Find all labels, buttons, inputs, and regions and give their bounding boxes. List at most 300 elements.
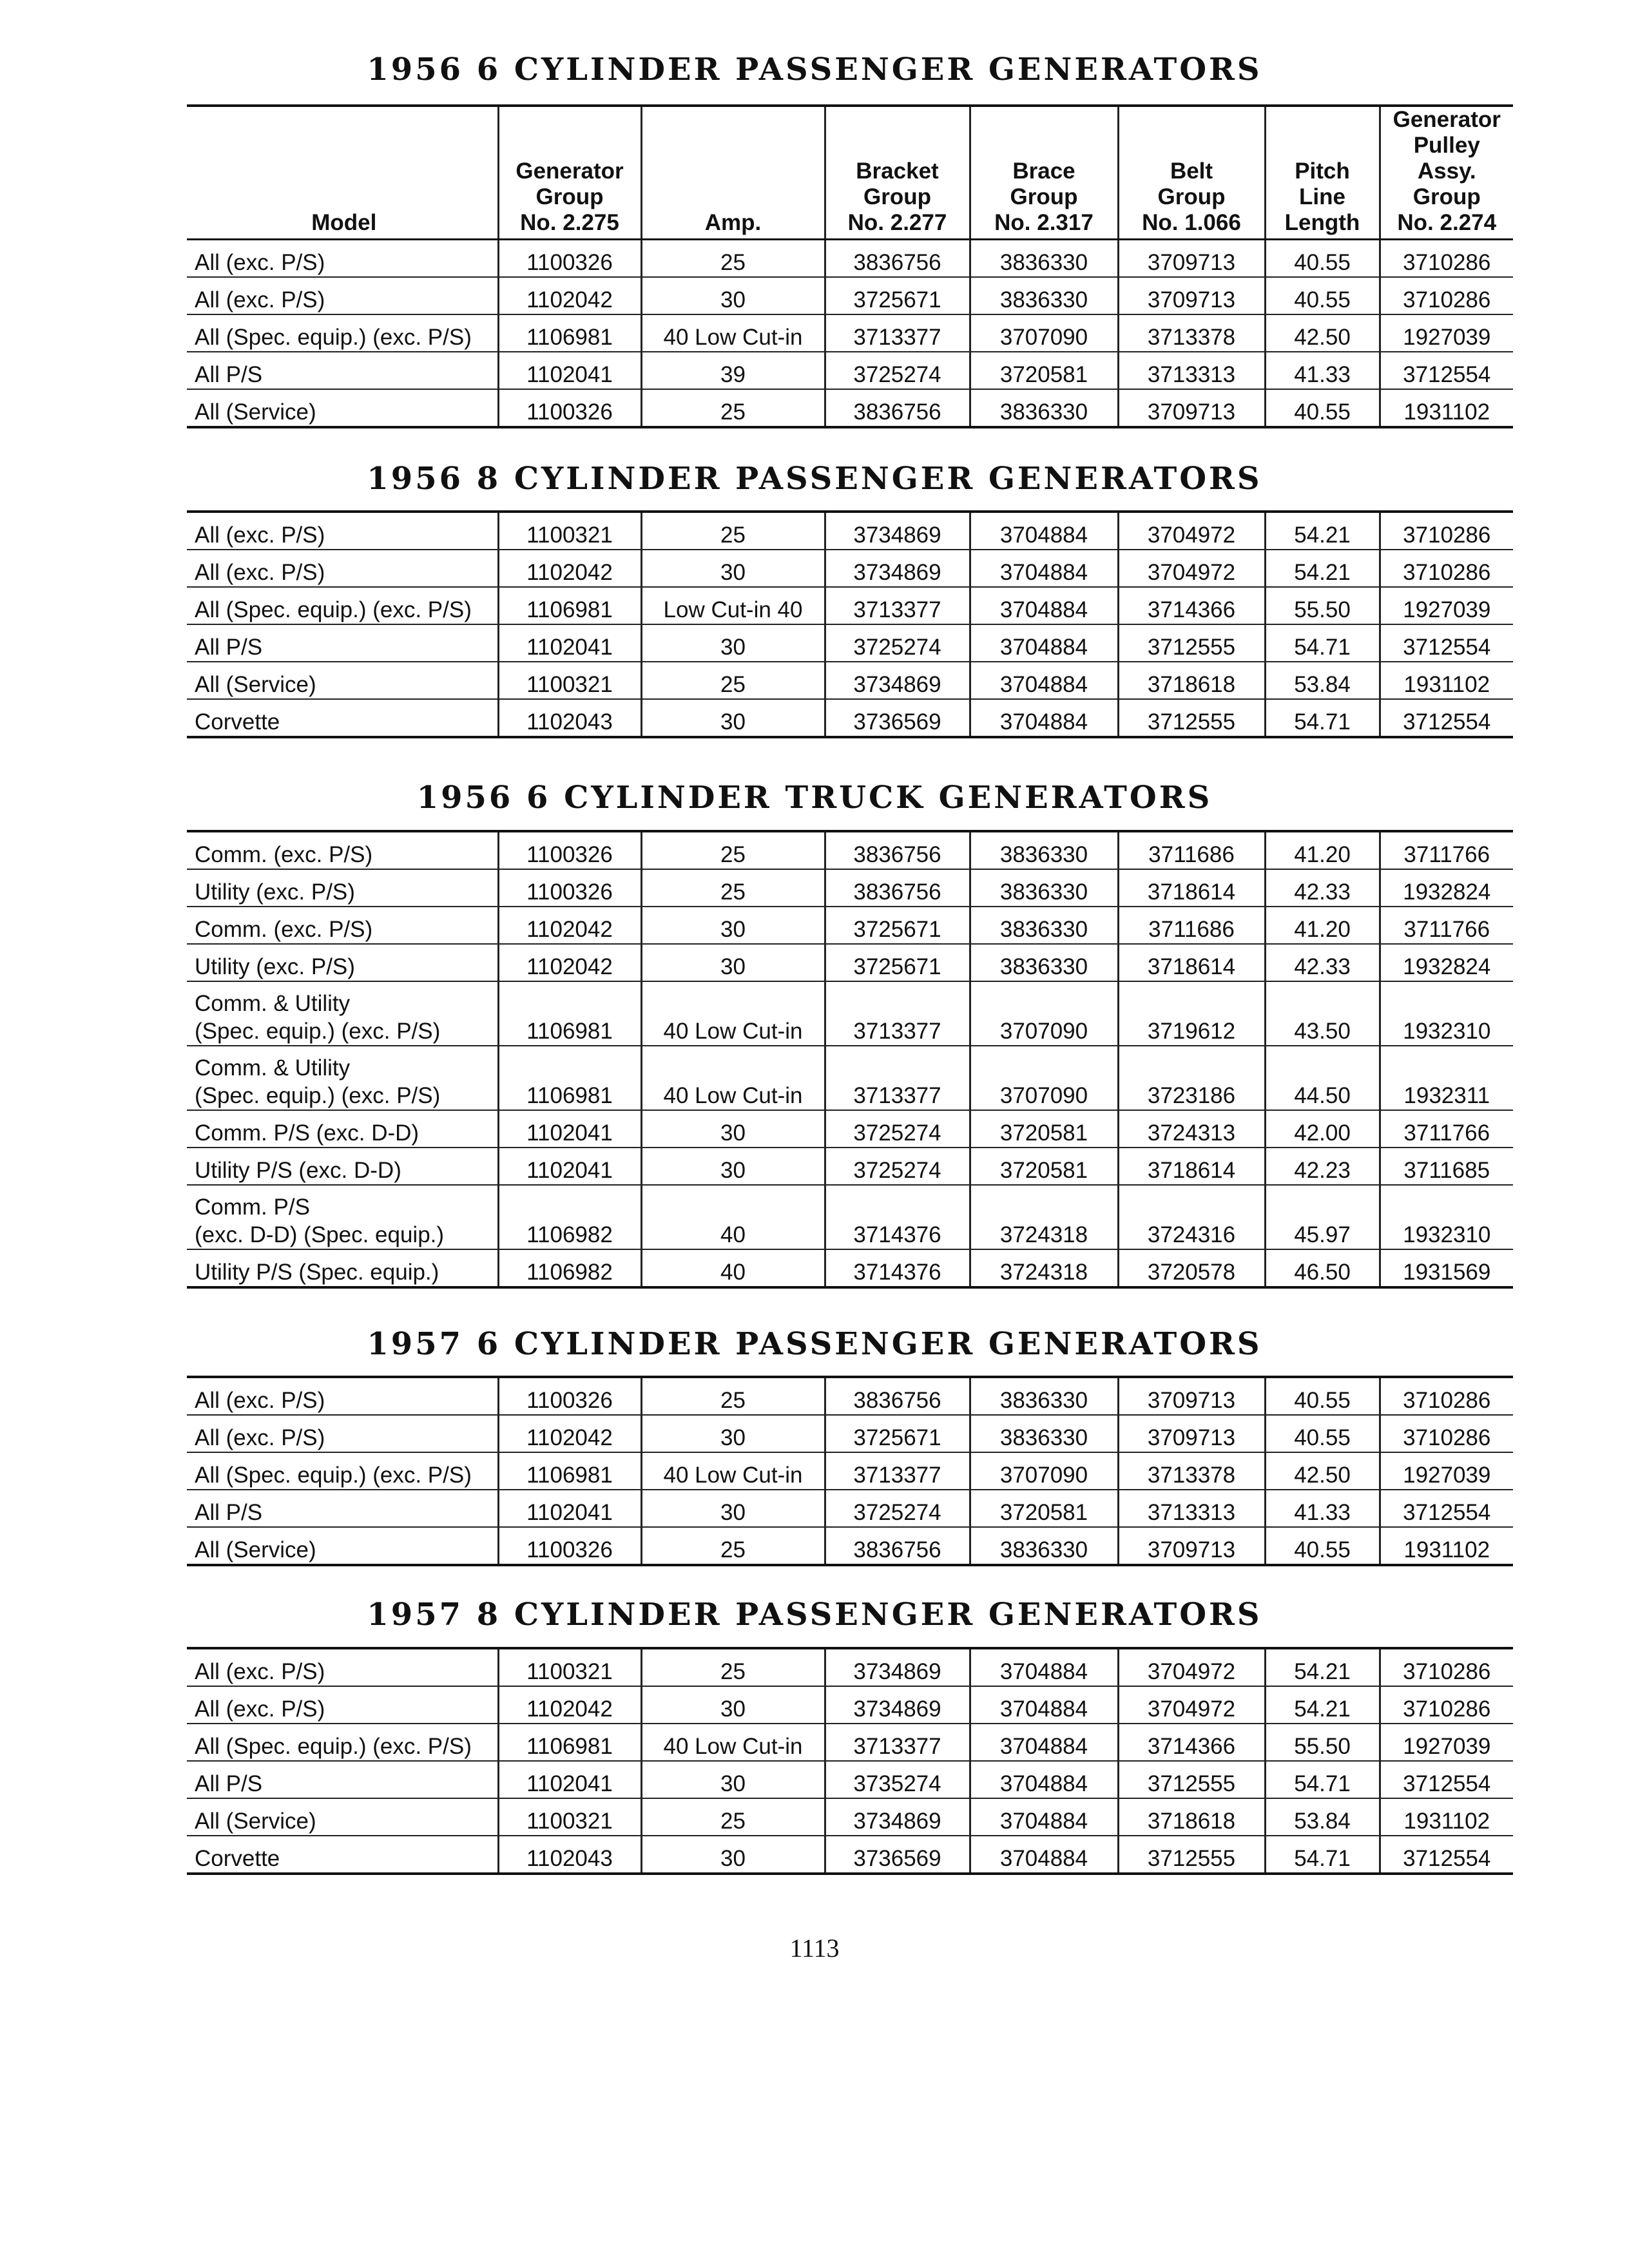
table-cell: 3709713 — [1118, 1527, 1265, 1565]
table-row — [187, 240, 1513, 278]
table-cell: 3712554 — [1380, 352, 1513, 389]
table-cell: 3713377 — [825, 1724, 970, 1761]
table-cell: 1100326 — [498, 240, 641, 278]
column-header: Generator Pulley Assy. Group No. 2.274 — [1380, 106, 1513, 240]
model-cell: All (exc. P/S) — [187, 240, 498, 278]
model-cell: All (exc. P/S) — [187, 277, 498, 314]
table-cell: 40 Low Cut-in — [641, 1452, 825, 1490]
table-row — [187, 981, 1513, 1046]
parts-table — [187, 1647, 1513, 1875]
table-cell: 1106981 — [498, 1724, 641, 1761]
table-cell: 3712554 — [1380, 1761, 1513, 1798]
table-cell: 1100326 — [498, 831, 641, 869]
table-cell: 3713377 — [825, 981, 970, 1046]
model-cell: All (exc. P/S) — [187, 512, 498, 550]
table-cell: 1931102 — [1380, 389, 1513, 427]
table-cell: 1932310 — [1380, 981, 1513, 1046]
table-cell: 3714376 — [825, 1249, 970, 1287]
table-cell: 44.50 — [1265, 1046, 1380, 1110]
model-cell: Corvette — [187, 1836, 498, 1874]
table-cell: 1102041 — [498, 352, 641, 389]
table-cell: 3734869 — [825, 512, 970, 550]
table-cell: 53.84 — [1265, 1798, 1380, 1836]
table-row — [187, 1148, 1513, 1185]
table-row — [187, 314, 1513, 352]
table-cell: 25 — [641, 869, 825, 907]
section-title: 1956 6 CYLINDER TRUCK GENERATORS — [416, 780, 1213, 816]
table-cell: 3712555 — [1118, 624, 1265, 662]
table-cell: 42.50 — [1265, 314, 1380, 352]
table-cell: 42.00 — [1265, 1110, 1380, 1148]
table-cell: 3713377 — [825, 1046, 970, 1110]
table-cell: 3704884 — [970, 1761, 1118, 1798]
table-cell: 41.20 — [1265, 831, 1380, 869]
table-row — [187, 624, 1513, 662]
table-cell: 54.21 — [1265, 1686, 1380, 1724]
table-cell: 1100326 — [498, 389, 641, 427]
table-cell: 40 Low Cut-in — [641, 314, 825, 352]
table-cell: 55.50 — [1265, 587, 1380, 624]
table-row — [187, 1836, 1513, 1874]
table-cell: 3707090 — [970, 981, 1118, 1046]
table-row — [187, 1185, 1513, 1249]
model-cell: All (exc. P/S) — [187, 1415, 498, 1452]
table-cell: 25 — [641, 512, 825, 550]
table-body — [187, 1377, 1513, 1565]
table-cell: 1927039 — [1380, 587, 1513, 624]
table-cell: 25 — [641, 1798, 825, 1836]
table-cell: 3711766 — [1380, 831, 1513, 869]
table-body — [187, 831, 1513, 1287]
model-cell: All (Service) — [187, 662, 498, 699]
table-cell: 40 Low Cut-in — [641, 981, 825, 1046]
table-cell: 54.21 — [1265, 1648, 1380, 1686]
table-cell: 1931102 — [1380, 662, 1513, 699]
table-row — [187, 1798, 1513, 1836]
table-cell: 3714366 — [1118, 1724, 1265, 1761]
table-cell: 42.23 — [1265, 1148, 1380, 1185]
table-row — [187, 1377, 1513, 1415]
table-cell: 25 — [641, 662, 825, 699]
table-cell: 1931102 — [1380, 1798, 1513, 1836]
table-cell: 3710286 — [1380, 1648, 1513, 1686]
model-cell: Comm. (exc. P/S) — [187, 831, 498, 869]
table-cell: 1100326 — [498, 1377, 641, 1415]
table-cell: 3725671 — [825, 1415, 970, 1452]
table-cell: 3836330 — [970, 907, 1118, 944]
table-cell: 3735274 — [825, 1761, 970, 1798]
table-cell: 3707090 — [970, 1452, 1118, 1490]
parts-table — [187, 510, 1513, 738]
table-cell: 3836756 — [825, 1527, 970, 1565]
table-cell: 3713378 — [1118, 1452, 1265, 1490]
table-cell: 1100321 — [498, 1648, 641, 1686]
table-cell: 3734869 — [825, 1686, 970, 1724]
table-cell: 41.33 — [1265, 1490, 1380, 1527]
table-cell: 3710286 — [1380, 512, 1513, 550]
table-cell: 3724318 — [970, 1185, 1118, 1249]
table-cell: 30 — [641, 1148, 825, 1185]
table-cell: 1102042 — [498, 1686, 641, 1724]
table-cell: 3734869 — [825, 1798, 970, 1836]
table-cell: 3704972 — [1118, 550, 1265, 587]
table-cell: 3704972 — [1118, 512, 1265, 550]
table-cell: 40.55 — [1265, 240, 1380, 278]
table-row — [187, 1686, 1513, 1724]
table-row — [187, 1415, 1513, 1452]
table-cell: 25 — [641, 389, 825, 427]
table-cell: 39 — [641, 352, 825, 389]
table-cell: 3711766 — [1380, 1110, 1513, 1148]
section-title: 1956 6 CYLINDER PASSENGER GENERATORS — [367, 52, 1262, 88]
table-row — [187, 512, 1513, 550]
table-cell: 3718614 — [1118, 944, 1265, 981]
table-cell: 3836330 — [970, 240, 1118, 278]
table-cell: 3713377 — [825, 314, 970, 352]
table-cell: 3836756 — [825, 869, 970, 907]
table-row — [187, 587, 1513, 624]
table-cell: 3724313 — [1118, 1110, 1265, 1148]
table-cell: 42.50 — [1265, 1452, 1380, 1490]
table-cell: 3734869 — [825, 1648, 970, 1686]
column-header: Model — [187, 106, 498, 240]
table-cell: 1932824 — [1380, 869, 1513, 907]
table-body — [187, 106, 1513, 427]
table-cell: 1932824 — [1380, 944, 1513, 981]
table-cell: 3836330 — [970, 831, 1118, 869]
table-cell: 3713377 — [825, 587, 970, 624]
table-cell: 3725274 — [825, 1110, 970, 1148]
table-cell: 3710286 — [1380, 240, 1513, 278]
model-cell: All (Service) — [187, 1798, 498, 1836]
table-cell: 3712555 — [1118, 1836, 1265, 1874]
table-cell: 3709713 — [1118, 1377, 1265, 1415]
table-cell: 1102042 — [498, 550, 641, 587]
table-cell: 54.71 — [1265, 624, 1380, 662]
table-row — [187, 550, 1513, 587]
table-cell: 3720581 — [970, 1110, 1118, 1148]
table-cell: 1102043 — [498, 699, 641, 737]
table-cell: 3704884 — [970, 512, 1118, 550]
table-row — [187, 389, 1513, 427]
model-cell: Comm. & Utility (Spec. equip.) (exc. P/S) — [187, 1046, 498, 1110]
page-number: 1113 — [789, 1934, 840, 1963]
table-cell: 42.33 — [1265, 944, 1380, 981]
model-cell: All P/S — [187, 352, 498, 389]
table-cell: 1102042 — [498, 277, 641, 314]
table-cell: 1927039 — [1380, 1452, 1513, 1490]
table-cell: 3713378 — [1118, 314, 1265, 352]
model-cell: All (Service) — [187, 389, 498, 427]
table-cell: 1102041 — [498, 1761, 641, 1798]
model-cell: All (Spec. equip.) (exc. P/S) — [187, 1724, 498, 1761]
table-cell: 3710286 — [1380, 277, 1513, 314]
table-cell: 3724316 — [1118, 1185, 1265, 1249]
section-title: 1956 8 CYLINDER PASSENGER GENERATORS — [367, 461, 1262, 497]
table-cell: 55.50 — [1265, 1724, 1380, 1761]
table-cell: 3836756 — [825, 240, 970, 278]
table-cell: 3712555 — [1118, 699, 1265, 737]
table-cell: 25 — [641, 240, 825, 278]
model-cell: All P/S — [187, 624, 498, 662]
model-cell: All (Spec. equip.) (exc. P/S) — [187, 314, 498, 352]
table-cell: 3720581 — [970, 1490, 1118, 1527]
table-cell: Low Cut-in 40 — [641, 587, 825, 624]
table-cell: 1102041 — [498, 1490, 641, 1527]
model-cell: Utility (exc. P/S) — [187, 869, 498, 907]
table-cell: 1931569 — [1380, 1249, 1513, 1287]
table-cell: 45.97 — [1265, 1185, 1380, 1249]
table-cell: 40 — [641, 1185, 825, 1249]
table-cell: 1100326 — [498, 1527, 641, 1565]
table-cell: 3714376 — [825, 1185, 970, 1249]
table-cell: 3836330 — [970, 1415, 1118, 1452]
table-cell: 3725274 — [825, 1490, 970, 1527]
table-cell: 3711766 — [1380, 907, 1513, 944]
parts-table — [187, 830, 1513, 1289]
table-cell: 3725671 — [825, 277, 970, 314]
table-cell: 3714366 — [1118, 587, 1265, 624]
table-cell: 1100321 — [498, 1798, 641, 1836]
table-cell: 3725274 — [825, 1148, 970, 1185]
section-title: 1957 6 CYLINDER PASSENGER GENERATORS — [367, 1326, 1262, 1362]
table-cell: 1106981 — [498, 587, 641, 624]
table-cell: 30 — [641, 1761, 825, 1798]
column-header: Pitch Line Length — [1265, 106, 1380, 240]
table-cell: 1102042 — [498, 1415, 641, 1452]
table-row — [187, 699, 1513, 737]
table-row — [187, 869, 1513, 907]
table-cell: 3734869 — [825, 550, 970, 587]
table-cell: 1927039 — [1380, 1724, 1513, 1761]
table-cell: 30 — [641, 907, 825, 944]
table-cell: 1102041 — [498, 624, 641, 662]
table-cell: 41.33 — [1265, 352, 1380, 389]
table-cell: 1102042 — [498, 907, 641, 944]
table-row — [187, 1110, 1513, 1148]
table-cell: 42.33 — [1265, 869, 1380, 907]
table-row — [187, 1761, 1513, 1798]
table-cell: 54.71 — [1265, 1836, 1380, 1874]
table-cell: 3836330 — [970, 944, 1118, 981]
table-cell: 3836330 — [970, 1527, 1118, 1565]
table-cell: 3707090 — [970, 1046, 1118, 1110]
table-cell: 3836330 — [970, 389, 1118, 427]
table-row — [187, 1724, 1513, 1761]
table-cell: 54.21 — [1265, 550, 1380, 587]
table-cell: 40.55 — [1265, 1415, 1380, 1452]
table-cell: 30 — [641, 1686, 825, 1724]
table-row — [187, 1527, 1513, 1565]
table-cell: 3712554 — [1380, 624, 1513, 662]
table-cell: 3718618 — [1118, 662, 1265, 699]
table-row — [187, 831, 1513, 869]
table-cell: 3707090 — [970, 314, 1118, 352]
table-cell: 3720581 — [970, 352, 1118, 389]
table-row — [187, 1249, 1513, 1287]
table-row — [187, 907, 1513, 944]
table-cell: 25 — [641, 1377, 825, 1415]
table-cell: 1932311 — [1380, 1046, 1513, 1110]
table-cell: 53.84 — [1265, 662, 1380, 699]
table-cell: 40.55 — [1265, 1527, 1380, 1565]
table-cell: 1931102 — [1380, 1527, 1513, 1565]
table-cell: 40.55 — [1265, 277, 1380, 314]
table-cell: 25 — [641, 1648, 825, 1686]
column-header: Generator Group No. 2.275 — [498, 106, 641, 240]
table-cell: 30 — [641, 277, 825, 314]
table-cell: 30 — [641, 1490, 825, 1527]
model-cell: All (exc. P/S) — [187, 550, 498, 587]
table-cell: 1102041 — [498, 1110, 641, 1148]
column-header: Belt Group No. 1.066 — [1118, 106, 1265, 240]
table-cell: 30 — [641, 944, 825, 981]
table-cell: 3720581 — [970, 1148, 1118, 1185]
table-cell: 1106982 — [498, 1249, 641, 1287]
table-cell: 1102042 — [498, 944, 641, 981]
table-cell: 3719612 — [1118, 981, 1265, 1046]
table-cell: 54.71 — [1265, 699, 1380, 737]
table-cell: 40 Low Cut-in — [641, 1724, 825, 1761]
table-cell: 1106981 — [498, 1046, 641, 1110]
table-cell: 46.50 — [1265, 1249, 1380, 1287]
table-cell: 3704972 — [1118, 1686, 1265, 1724]
model-cell: All P/S — [187, 1490, 498, 1527]
table-cell: 54.21 — [1265, 512, 1380, 550]
table-cell: 3704884 — [970, 587, 1118, 624]
table-cell: 3704884 — [970, 550, 1118, 587]
parts-table — [187, 104, 1513, 428]
table-cell: 40 Low Cut-in — [641, 1046, 825, 1110]
model-cell: All (exc. P/S) — [187, 1648, 498, 1686]
table-cell: 40.55 — [1265, 389, 1380, 427]
column-header: Bracket Group No. 2.277 — [825, 106, 970, 240]
model-cell: Utility P/S (Spec. equip.) — [187, 1249, 498, 1287]
table-row — [187, 944, 1513, 981]
table-cell: 3713377 — [825, 1452, 970, 1490]
table-cell: 3711685 — [1380, 1148, 1513, 1185]
table-row — [187, 1046, 1513, 1110]
table-cell: 3704884 — [970, 1724, 1118, 1761]
table-cell: 3709713 — [1118, 277, 1265, 314]
table-cell: 3710286 — [1380, 1415, 1513, 1452]
parts-table — [187, 1376, 1513, 1566]
model-cell: All (Service) — [187, 1527, 498, 1565]
table-cell: 1106981 — [498, 314, 641, 352]
table-cell: 3720578 — [1118, 1249, 1265, 1287]
table-cell: 3713313 — [1118, 352, 1265, 389]
table-cell: 3836330 — [970, 277, 1118, 314]
table-cell: 43.50 — [1265, 981, 1380, 1046]
table-cell: 3709713 — [1118, 240, 1265, 278]
table-cell: 3710286 — [1380, 1377, 1513, 1415]
table-cell: 3718614 — [1118, 1148, 1265, 1185]
model-cell: Comm. (exc. P/S) — [187, 907, 498, 944]
table-cell: 3711686 — [1118, 907, 1265, 944]
model-cell: Utility (exc. P/S) — [187, 944, 498, 981]
table-body — [187, 512, 1513, 737]
model-cell: All (exc. P/S) — [187, 1686, 498, 1724]
table-cell: 40.55 — [1265, 1377, 1380, 1415]
table-cell: 3725274 — [825, 624, 970, 662]
table-row — [187, 662, 1513, 699]
table-cell: 30 — [641, 624, 825, 662]
table-row — [187, 277, 1513, 314]
table-row — [187, 1490, 1513, 1527]
model-cell: All (exc. P/S) — [187, 1377, 498, 1415]
table-cell: 40 — [641, 1249, 825, 1287]
table-cell: 1106981 — [498, 1452, 641, 1490]
table-row — [187, 1648, 1513, 1686]
table-cell: 3736569 — [825, 699, 970, 737]
table-cell: 41.20 — [1265, 907, 1380, 944]
table-cell: 30 — [641, 1836, 825, 1874]
table-cell: 25 — [641, 1527, 825, 1565]
table-cell: 3710286 — [1380, 1686, 1513, 1724]
table-cell: 3718618 — [1118, 1798, 1265, 1836]
model-cell: Utility P/S (exc. D-D) — [187, 1148, 498, 1185]
table-cell: 1927039 — [1380, 314, 1513, 352]
table-cell: 3836330 — [970, 869, 1118, 907]
table-cell: 54.71 — [1265, 1761, 1380, 1798]
table-cell: 3704884 — [970, 1648, 1118, 1686]
table-cell: 3734869 — [825, 662, 970, 699]
table-cell: 3704884 — [970, 662, 1118, 699]
table-cell: 3704884 — [970, 699, 1118, 737]
table-cell: 3718614 — [1118, 869, 1265, 907]
table-cell: 3725671 — [825, 944, 970, 981]
table-cell: 3704884 — [970, 1686, 1118, 1724]
table-cell: 1100321 — [498, 512, 641, 550]
column-header: Amp. — [641, 106, 825, 240]
table-header-row — [187, 106, 1513, 240]
table-cell: 3704884 — [970, 1836, 1118, 1874]
table-row — [187, 1452, 1513, 1490]
table-cell: 3710286 — [1380, 550, 1513, 587]
table-cell: 3704972 — [1118, 1648, 1265, 1686]
table-cell: 3713313 — [1118, 1490, 1265, 1527]
model-cell: All (Spec. equip.) (exc. P/S) — [187, 1452, 498, 1490]
table-cell: 1106982 — [498, 1185, 641, 1249]
table-cell: 3736569 — [825, 1836, 970, 1874]
table-cell: 3704884 — [970, 1798, 1118, 1836]
table-cell: 3709713 — [1118, 1415, 1265, 1452]
table-cell: 1100326 — [498, 869, 641, 907]
column-header: Brace Group No. 2.317 — [970, 106, 1118, 240]
table-cell: 30 — [641, 550, 825, 587]
table-cell: 3836756 — [825, 389, 970, 427]
table-cell: 30 — [641, 1415, 825, 1452]
table-cell: 1102043 — [498, 1836, 641, 1874]
table-cell: 3712554 — [1380, 1490, 1513, 1527]
section-title: 1957 8 CYLINDER PASSENGER GENERATORS — [367, 1597, 1262, 1633]
table-cell: 3712554 — [1380, 699, 1513, 737]
table-body — [187, 1648, 1513, 1874]
model-cell: Comm. P/S (exc. D-D) (Spec. equip.) — [187, 1185, 498, 1249]
model-cell: Comm. & Utility (Spec. equip.) (exc. P/S) — [187, 981, 498, 1046]
model-cell: Corvette — [187, 699, 498, 737]
table-cell: 1106981 — [498, 981, 641, 1046]
table-cell: 30 — [641, 1110, 825, 1148]
table-cell: 3836756 — [825, 831, 970, 869]
model-cell: All (Spec. equip.) (exc. P/S) — [187, 587, 498, 624]
table-cell: 3709713 — [1118, 389, 1265, 427]
table-cell: 3723186 — [1118, 1046, 1265, 1110]
model-cell: All P/S — [187, 1761, 498, 1798]
table-cell: 3712554 — [1380, 1836, 1513, 1874]
table-cell: 3836756 — [825, 1377, 970, 1415]
table-cell: 1932310 — [1380, 1185, 1513, 1249]
